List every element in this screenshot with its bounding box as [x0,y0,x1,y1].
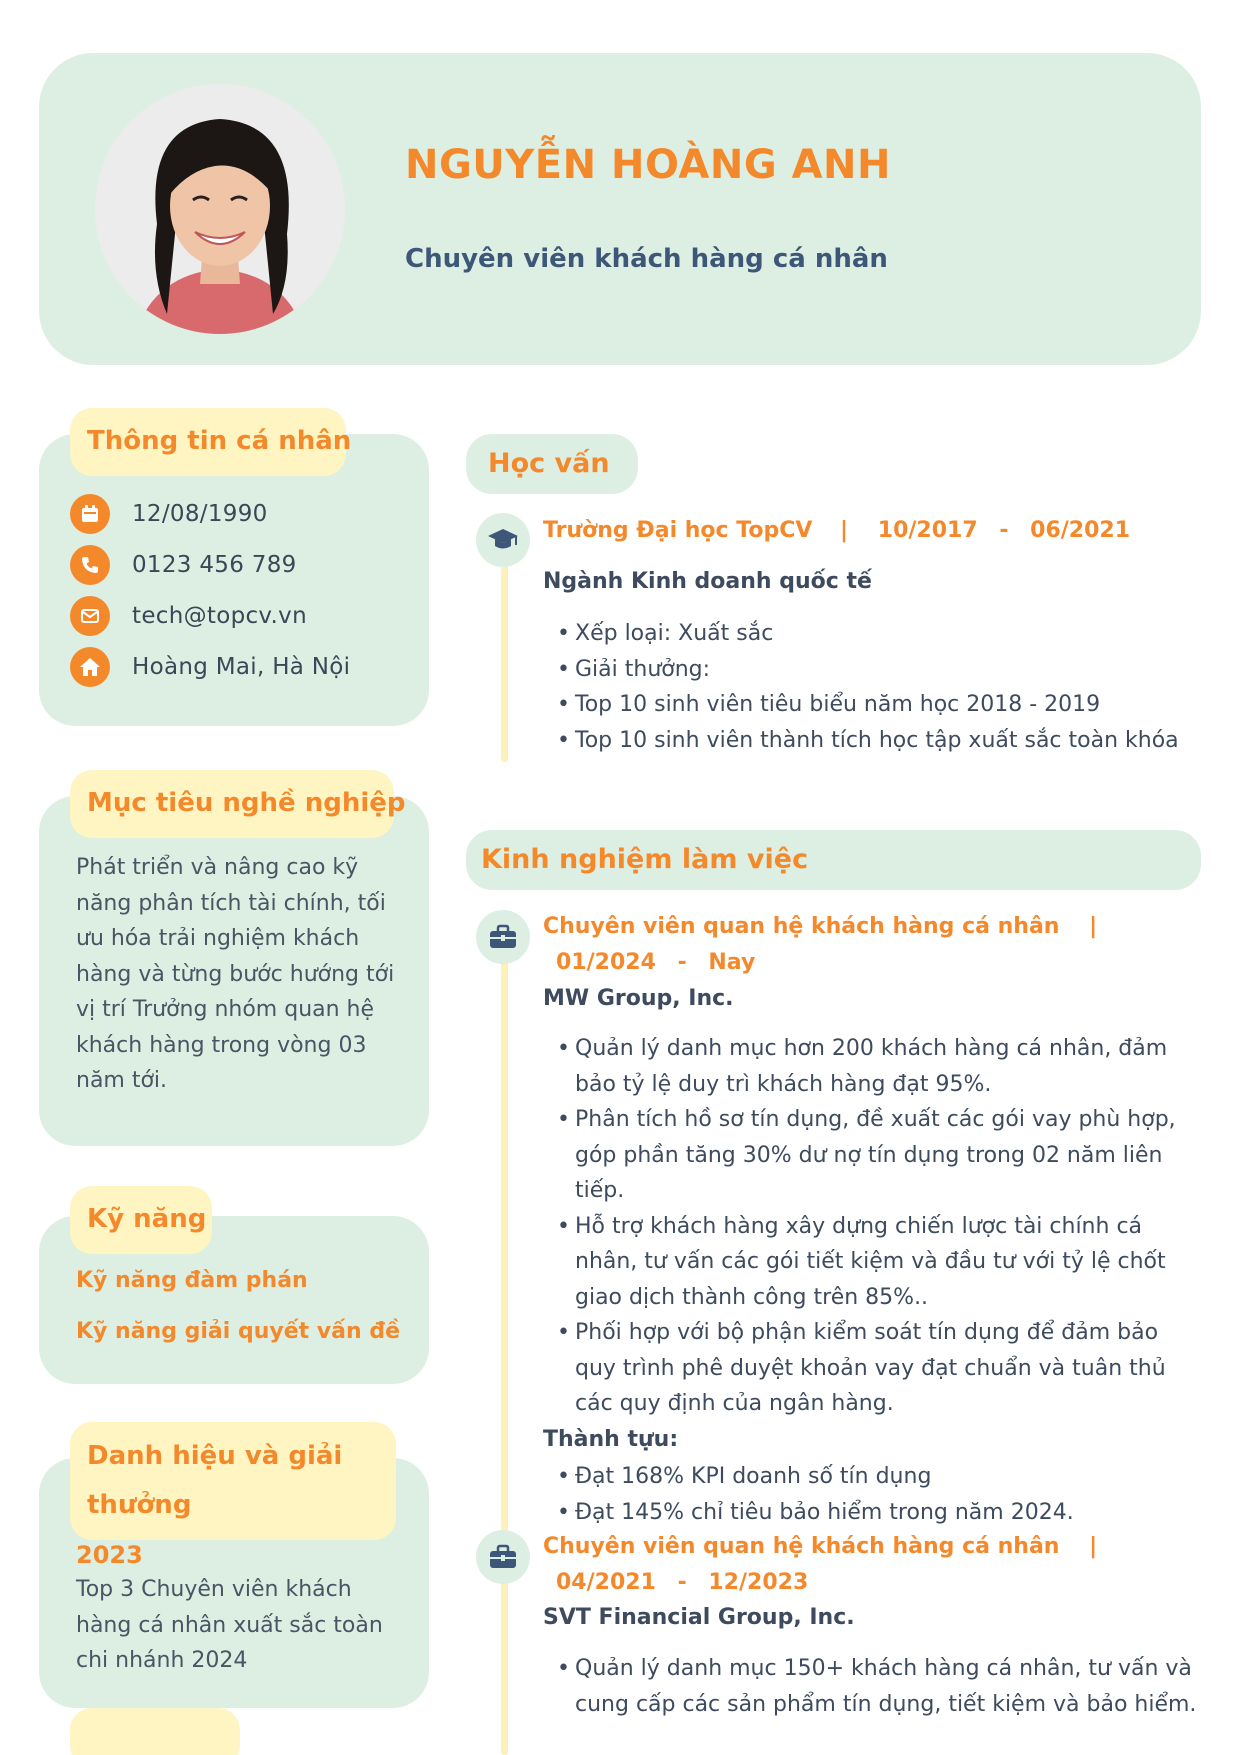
list-item: • Phối hợp với bộ phận kiểm soát tín dụng để đảm bảo quy trình phê duyệt khoản vay đạt chuẩn và tuân thủ các quy định của ngân hàng. [543,1315,1198,1422]
job-duties [543,1031,1198,1422]
separator: | [1089,1534,1098,1559]
achievements-label: Thành tựu: [543,1427,679,1452]
phone-icon [70,545,110,585]
address-row [70,647,350,687]
experience-heading: Kinh nghiệm làm việc [466,830,1201,890]
education-timeline [501,540,508,762]
list-item: • Quản lý danh mục hơn 200 khách hàng cá nhân, đảm bảo tỷ lệ duy trì khách hàng đạt 95%. [543,1031,1198,1102]
job-dates [556,1570,808,1595]
separator: | [840,518,849,543]
award-year: 2023 [76,1541,143,1569]
skills-heading: Kỹ năng [70,1186,212,1254]
job-end-date: 12/2023 [708,1570,809,1595]
job-duties [543,1651,1198,1722]
graduation-cap-icon [476,513,530,567]
job-dates [556,950,755,975]
major: Ngành Kinh doanh quốc tế [543,569,872,594]
personal-info-heading: Thông tin cá nhân [70,408,346,476]
job-start-date: 04/2021 [556,1570,656,1595]
email-row [70,596,307,636]
list-item: • Xếp loại: Xuất sắc [543,616,1183,652]
list-item: • Top 10 sinh viên thành tích học tập xuất sắc toàn khóa [543,723,1183,759]
date-dash: - [677,950,687,975]
job-start-date: 01/2024 [556,950,656,975]
date-dash: - [999,518,1009,543]
job-role: Chuyên viên quan hệ khách hàng cá nhân [543,1534,1060,1559]
job-role: Chuyên viên quan hệ khách hàng cá nhân [543,914,1060,939]
phone-text: 0123 456 789 [132,552,297,578]
skill-item: Kỹ năng giải quyết vấn đề [76,1319,400,1344]
candidate-name: NGUYỄN HOÀNG ANH [405,142,891,188]
list-item: • Hỗ trợ khách hàng xây dựng chiến lược tài chính cá nhân, tư vấn các gói tiết kiệm và đầu tư với tỷ lệ chốt giao dịch thành công trên 85%.. [543,1209,1198,1316]
date-dash: - [677,1570,687,1595]
achievements-list [543,1459,1198,1530]
email-icon [70,596,110,636]
awards-heading: Danh hiệu và giải thưởng [70,1422,396,1540]
dob-text: 12/08/1990 [132,501,268,527]
job-header-line [543,914,1097,939]
next-section-tag [70,1708,240,1755]
job-title: Chuyên viên khách hàng cá nhân [405,244,888,274]
avatar [95,84,345,334]
email-text: tech@topcv.vn [132,603,307,629]
education-details [543,616,1183,758]
edu-start-date: 10/2017 [877,518,978,543]
dob-row [70,494,268,534]
list-item: • Quản lý danh mục 150+ khách hàng cá nhân, tư vấn và cung cấp các sản phẩm tín dụng, tiết kiệm và bảo hiểm. [543,1651,1198,1722]
list-item: • Đạt 145% chỉ tiêu bảo hiểm trong năm 2024. [543,1495,1198,1531]
school-name: Trường Đại học TopCV [543,518,813,543]
briefcase-icon [476,1530,530,1584]
list-item: • Phân tích hồ sơ tín dụng, đề xuất các gói vay phù hợp, góp phần tăng 30% dư nợ tín dụng trong 02 năm liên tiếp. [543,1102,1198,1209]
home-icon [70,647,110,687]
company-name: MW Group, Inc. [543,986,734,1011]
objective-heading: Mục tiêu nghề nghiệp [70,770,394,838]
company-name: SVT Financial Group, Inc. [543,1605,855,1630]
job-header-line [543,1534,1097,1559]
briefcase-icon [476,910,530,964]
award-text: Top 3 Chuyên viên khách hàng cá nhân xuất sắc toàn chi nhánh 2024 [76,1577,383,1673]
list-item: • Top 10 sinh viên tiêu biểu năm học 2018 - 2019 [543,687,1183,723]
skill-item: Kỹ năng đàm phán [76,1268,308,1293]
address-text: Hoàng Mai, Hà Nội [132,654,351,680]
education-heading: Học vấn [466,434,638,494]
separator: | [1089,914,1098,939]
list-item: • Đạt 168% KPI doanh số tín dụng [543,1459,1198,1495]
objective-text: Phát triển và nâng cao kỹ năng phân tích tài chính, tối ưu hóa trải nghiệm khách hàng và từng bước hướng tới vị trí Trưởng nhóm quan hệ khách hàng trong vòng 03 năm tới. [76,855,395,1093]
job-end-date: Nay [708,950,756,975]
education-header-line [543,518,1130,543]
phone-row [70,545,297,585]
experience-timeline [501,938,508,1755]
edu-end-date: 06/2021 [1030,518,1131,543]
calendar-icon [70,494,110,534]
list-item: • Giải thưởng: [543,652,1183,688]
